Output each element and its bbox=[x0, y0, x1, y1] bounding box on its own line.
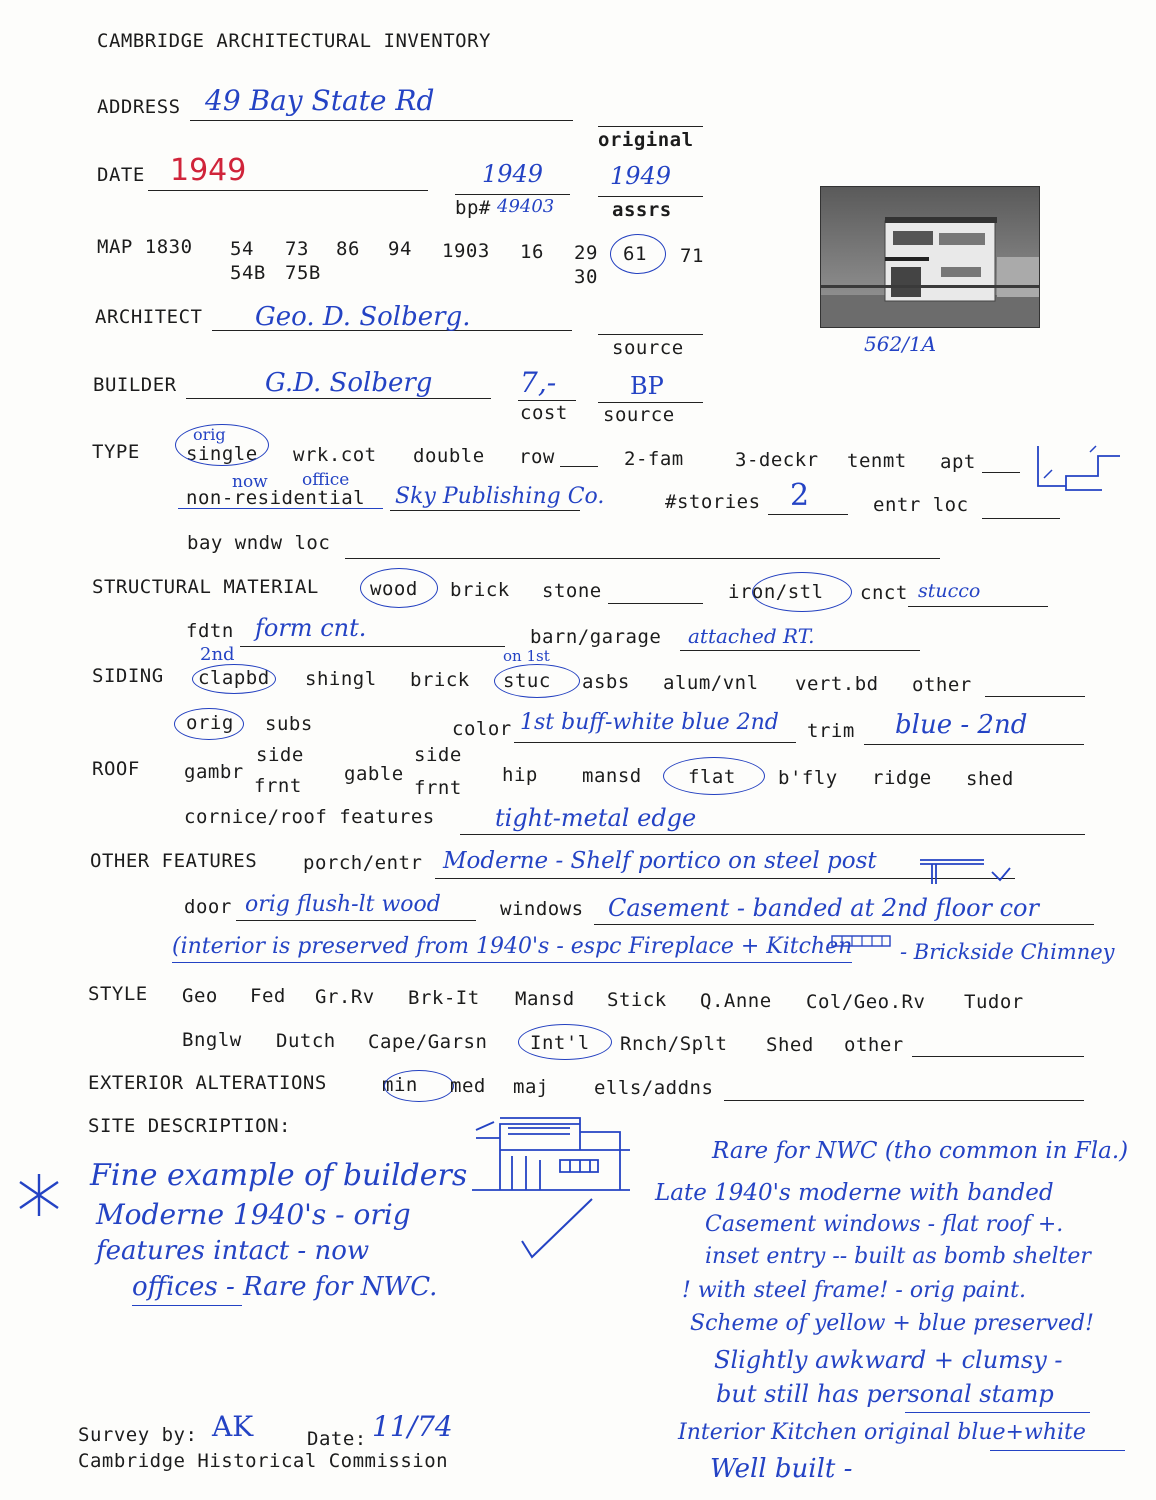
siding-clapbd-circle bbox=[192, 664, 276, 694]
other-label: OTHER FEATURES bbox=[90, 850, 258, 872]
map-circle bbox=[610, 234, 666, 274]
architect-value: Geo. D. Solberg. bbox=[255, 302, 471, 332]
roof-flat: flat bbox=[688, 766, 736, 788]
assrs-label: assrs bbox=[612, 199, 672, 221]
builder-source-value: BP bbox=[630, 372, 664, 400]
struct-ironstl: iron/stl bbox=[728, 581, 824, 603]
cost-label: cost bbox=[520, 402, 568, 424]
stories-value: 2 bbox=[790, 478, 810, 513]
style-intl: Int'l bbox=[530, 1032, 590, 1054]
personal-stamp-underline bbox=[905, 1412, 1090, 1413]
address-line bbox=[190, 120, 573, 121]
siding-other-line bbox=[985, 696, 1085, 697]
builder-line bbox=[186, 398, 491, 399]
style-capegarsn: Cape/Garsn bbox=[368, 1031, 488, 1053]
siding-alumvnl: alum/vnl bbox=[663, 672, 759, 694]
bp-number: 49403 bbox=[497, 196, 555, 217]
color-value: 1st buff-white blue 2nd bbox=[520, 710, 779, 735]
trim-value: blue - 2nd bbox=[895, 710, 1028, 740]
original-label: original bbox=[598, 129, 694, 151]
plan-sketch bbox=[1030, 440, 1125, 495]
right-note-line: Well built - bbox=[710, 1454, 853, 1484]
style-grrv: Gr.Rv bbox=[315, 986, 375, 1008]
type-double: double bbox=[413, 445, 485, 467]
cornice-line bbox=[460, 834, 1085, 835]
door-value: orig flush-lt wood bbox=[245, 892, 441, 917]
bp-label: bp# bbox=[455, 197, 491, 219]
assrs-date: 1949 bbox=[610, 162, 672, 190]
fdtn-line bbox=[240, 646, 505, 647]
cnct-line bbox=[908, 606, 1048, 607]
survey-date-label: Date: bbox=[307, 1428, 367, 1450]
window-band-sketch bbox=[830, 930, 894, 952]
builder-label: BUILDER bbox=[93, 374, 177, 396]
fdtn-value: form cnt. bbox=[255, 614, 367, 642]
alter-maj: maj bbox=[513, 1076, 549, 1098]
garage-label: barn/garage bbox=[530, 626, 662, 648]
struct-stone: stone bbox=[542, 580, 602, 602]
second-note: 2nd bbox=[200, 644, 235, 665]
left-note-line: Fine example of builders bbox=[90, 1158, 468, 1193]
subs-label: subs bbox=[265, 713, 313, 735]
porch-label: porch/entr bbox=[303, 852, 423, 874]
date-value: 1949 bbox=[170, 153, 247, 188]
bluewhite-underline bbox=[990, 1450, 1125, 1451]
siding-brick: brick bbox=[410, 669, 470, 691]
cost-value: 7,- bbox=[520, 366, 557, 399]
map-sub: 75B bbox=[285, 262, 321, 284]
trim-line bbox=[864, 744, 1084, 745]
struct-brick: brick bbox=[450, 579, 510, 601]
siding-shingl: shingl bbox=[305, 668, 377, 690]
alter-min-circle bbox=[384, 1070, 454, 1102]
portico-sketch bbox=[918, 852, 1028, 892]
struct-ironstl-circle bbox=[752, 572, 852, 612]
roof-shed: shed bbox=[966, 768, 1014, 790]
form-header: CAMBRIDGE ARCHITECTURAL INVENTORY bbox=[97, 30, 491, 52]
house-sketch bbox=[470, 1110, 635, 1195]
left-note-line: features intact - now bbox=[96, 1236, 370, 1266]
alter-med: med bbox=[450, 1075, 486, 1097]
garage-value: attached RT. bbox=[688, 624, 815, 648]
cornice-label: cornice/roof features bbox=[184, 806, 435, 828]
photo-ref: 562/1A bbox=[864, 332, 937, 356]
map-sub: 30 bbox=[574, 266, 598, 288]
siding-stuc-circle bbox=[494, 664, 580, 698]
style-stick: Stick bbox=[607, 989, 667, 1011]
fdtn-label: fdtn bbox=[186, 620, 234, 642]
stories-label: #stories bbox=[665, 491, 761, 513]
struct-cnct: cnct bbox=[860, 582, 908, 604]
siding-label: SIDING bbox=[92, 665, 164, 687]
siding-other: other bbox=[912, 674, 972, 696]
door-label: door bbox=[184, 896, 232, 918]
bay-line bbox=[345, 558, 940, 559]
cnct-value: stucco bbox=[918, 580, 981, 602]
struct-label: STRUCTURAL MATERIAL bbox=[92, 576, 319, 598]
right-note-line: Late 1940's moderne with banded bbox=[655, 1180, 1054, 1206]
roof-frnt1: frnt bbox=[254, 775, 302, 797]
garage-line bbox=[680, 650, 920, 651]
right-note-line: inset entry -- built as bomb shelter bbox=[705, 1244, 1091, 1269]
map-item: 94 bbox=[388, 238, 412, 260]
siding-stuc: stuc bbox=[503, 670, 551, 692]
builder-source-line bbox=[598, 402, 703, 403]
office-note: office bbox=[302, 470, 350, 490]
orig-label: orig bbox=[186, 712, 234, 734]
site-label: SITE DESCRIPTION: bbox=[88, 1115, 291, 1137]
interior-line bbox=[172, 962, 852, 963]
trim-label: trim bbox=[807, 720, 855, 742]
map-item: 1903 bbox=[442, 240, 490, 262]
alter-label: EXTERIOR ALTERATIONS bbox=[88, 1072, 327, 1094]
map-label: MAP 1830 bbox=[97, 236, 193, 258]
asterisk-mark bbox=[12, 1170, 67, 1220]
roof-mansd: mansd bbox=[582, 765, 642, 787]
right-note-line: Scheme of yellow + blue preserved! bbox=[690, 1311, 1094, 1336]
color-label: color bbox=[452, 718, 512, 740]
roof-bfly: b'fly bbox=[778, 767, 838, 789]
nonres-line bbox=[390, 510, 580, 511]
cornice-value: tight-metal edge bbox=[495, 804, 697, 832]
windows-line bbox=[594, 924, 1094, 925]
style-tudor: Tudor bbox=[964, 991, 1024, 1013]
roof-label: ROOF bbox=[92, 758, 140, 780]
right-note-line: Rare for NWC (tho common in Fla.) bbox=[712, 1138, 1129, 1164]
style-bnglw: Bnglw bbox=[182, 1029, 242, 1051]
windows-label: windows bbox=[500, 898, 584, 920]
nonres-label: non-residential bbox=[186, 487, 366, 509]
entr-line bbox=[982, 518, 1060, 519]
building-photo bbox=[820, 186, 1040, 328]
alter-ells: ells/addns bbox=[594, 1077, 714, 1099]
style-colgeorv: Col/Geo.Rv bbox=[806, 991, 926, 1013]
roof-side1: side bbox=[256, 744, 304, 766]
orig-note: orig bbox=[193, 425, 226, 444]
left-note-line: Moderne 1940's - orig bbox=[96, 1198, 411, 1231]
roof-gable: gable bbox=[344, 763, 404, 785]
map-item: 71 bbox=[680, 245, 704, 267]
type-apt: apt bbox=[940, 451, 976, 473]
roof-side2: side bbox=[414, 744, 462, 766]
style-rnchsplt: Rnch/Splt bbox=[620, 1033, 728, 1055]
style-qanne: Q.Anne bbox=[700, 990, 772, 1012]
orig-circle bbox=[174, 708, 244, 740]
map-item: 86 bbox=[336, 238, 360, 260]
porch-value: Moderne - Shelf portico on steel post bbox=[443, 848, 877, 874]
type-wrkcot: wrk.cot bbox=[293, 444, 377, 466]
alter-min: min bbox=[382, 1074, 418, 1096]
right-note-line: Interior Kitchen original blue+white bbox=[678, 1420, 1086, 1445]
roof-flat-circle bbox=[663, 757, 765, 795]
struct-wood-circle bbox=[360, 568, 438, 608]
interior-note: (interior is preserved from 1940's - espc Fireplace + Kitchen bbox=[172, 934, 853, 959]
assrs-line bbox=[598, 196, 703, 197]
color-line bbox=[514, 742, 796, 743]
survey-label: Survey by: bbox=[78, 1424, 198, 1446]
map-sub: 54B bbox=[230, 262, 266, 284]
address-label: ADDRESS bbox=[97, 96, 181, 118]
right-note-line: Casement windows - flat roof +. bbox=[705, 1212, 1064, 1237]
architect-source-line bbox=[598, 334, 703, 335]
address-value: 49 Bay State Rd bbox=[205, 84, 435, 117]
type-single: single bbox=[186, 443, 258, 465]
siding-clapbd: clapbd bbox=[198, 667, 270, 689]
style-shed: Shed bbox=[766, 1034, 814, 1056]
door-line bbox=[236, 920, 476, 921]
type-single-circle bbox=[175, 424, 269, 466]
siding-vertbd: vert.bd bbox=[795, 673, 879, 695]
map-item: 73 bbox=[285, 238, 309, 260]
style-geo: Geo bbox=[182, 985, 218, 1007]
roof-ridge: ridge bbox=[872, 767, 932, 789]
map-item: 29 bbox=[574, 242, 598, 264]
stories-line bbox=[768, 514, 848, 515]
row-line bbox=[560, 466, 598, 467]
nonres-bracket bbox=[178, 508, 383, 509]
style-intl-circle bbox=[518, 1024, 612, 1060]
stone-line bbox=[608, 603, 703, 604]
nonres-value: Sky Publishing Co. bbox=[395, 484, 605, 509]
type-3deckr: 3-deckr bbox=[735, 449, 819, 471]
architect-label: ARCHITECT bbox=[95, 306, 203, 328]
map-item-circled: 61 bbox=[623, 243, 647, 265]
windows-value: Casement - banded at 2nd floor cor bbox=[608, 894, 1039, 922]
style-other-line bbox=[912, 1056, 1084, 1057]
apt-line bbox=[982, 472, 1020, 473]
siding-asbs: asbs bbox=[582, 671, 630, 693]
type-tenmt: tenmt bbox=[847, 450, 907, 472]
style-label: STYLE bbox=[88, 983, 148, 1005]
style-dutch: Dutch bbox=[276, 1030, 336, 1052]
now-note: now bbox=[232, 472, 268, 492]
entr-label: entr loc bbox=[873, 494, 969, 516]
builder-value: G.D. Solberg bbox=[265, 368, 433, 398]
map-item: 54 bbox=[230, 238, 254, 260]
roof-frnt2: frnt bbox=[414, 777, 462, 799]
bp-date-line bbox=[455, 194, 570, 195]
roof-hip: hip bbox=[502, 764, 538, 786]
style-brkit: Brk-It bbox=[408, 987, 480, 1009]
right-note-line: but still has personal stamp bbox=[716, 1380, 1054, 1408]
original-line bbox=[598, 126, 703, 127]
alter-ells-line bbox=[724, 1100, 1084, 1101]
map-item: 16 bbox=[520, 241, 544, 263]
left-note-line: offices - Rare for NWC. bbox=[132, 1272, 438, 1302]
date-label: DATE bbox=[97, 164, 145, 186]
style-other: other bbox=[844, 1034, 904, 1056]
right-note-line: Slightly awkward + clumsy - bbox=[714, 1346, 1063, 1374]
chimney-note: - Brickside Chimney bbox=[900, 940, 1115, 964]
type-row: row bbox=[519, 446, 555, 468]
survey-date-value: 11/74 bbox=[372, 1410, 453, 1443]
bay-label: bay wndw loc bbox=[187, 532, 331, 554]
architect-source-label: source bbox=[612, 337, 684, 359]
offices-underline bbox=[132, 1305, 242, 1306]
builder-source-label: source bbox=[603, 404, 675, 426]
bp-date: 1949 bbox=[482, 160, 544, 188]
style-mansd: Mansd bbox=[515, 988, 575, 1010]
cost-line bbox=[518, 400, 576, 401]
struct-wood: wood bbox=[370, 578, 418, 600]
right-note-line: ! with steel frame! - orig paint. bbox=[682, 1278, 1026, 1303]
style-fed: Fed bbox=[250, 985, 286, 1007]
date-line bbox=[148, 190, 428, 191]
roof-gambr: gambr bbox=[184, 761, 244, 783]
survey-value: AK bbox=[212, 1410, 254, 1443]
checkmark bbox=[518, 1195, 598, 1265]
type-2fam: 2-fam bbox=[624, 448, 684, 470]
type-label: TYPE bbox=[92, 441, 140, 463]
on1st-note: on 1st bbox=[503, 647, 550, 665]
commission-name: Cambridge Historical Commission bbox=[78, 1450, 449, 1472]
